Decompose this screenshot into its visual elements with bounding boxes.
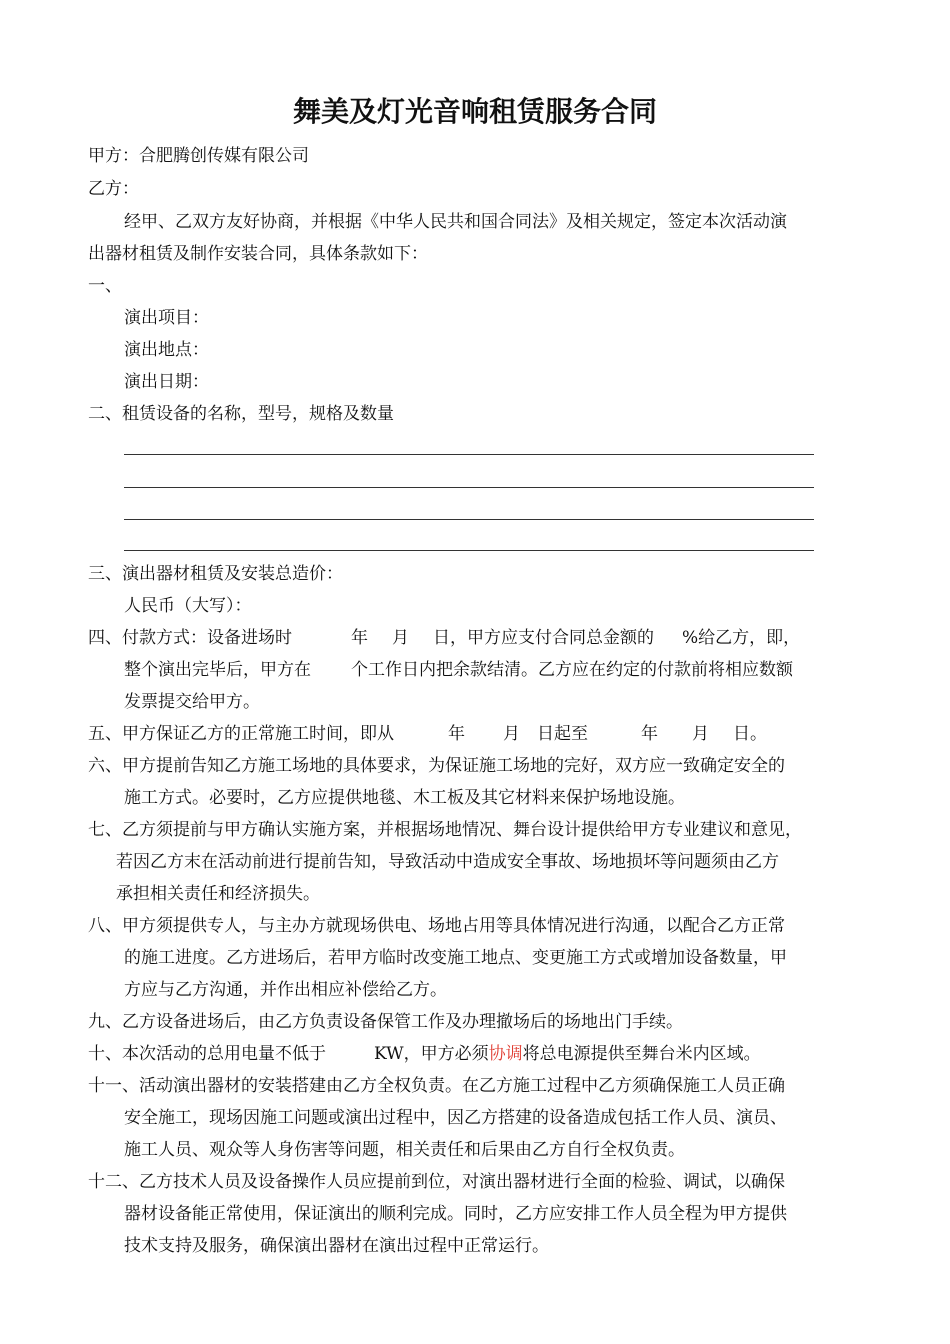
s5-label: 五、甲方保证乙方的正常施工时间，即从 xyxy=(88,724,394,744)
section-12-line-2: 器材设备能正常使用，保证演出的顺利完成。同时，乙方应安排工作人员全程为甲方提供 xyxy=(124,1204,787,1224)
section-7-line-2: 若因乙方末在活动前进行提前告知，导致活动中造成安全事故、场地损坏等问题须由乙方 xyxy=(116,852,779,872)
section-10 xyxy=(88,1044,761,1064)
s5-month-1: 月 xyxy=(503,724,520,744)
section-8-line-2: 的施工进度。乙方进场后，若甲方临时改变施工地点、变更施工方式或增加设备数量，甲 xyxy=(124,948,787,968)
s4-line2-b: 个工作日内把余款结清。乙方应在约定的付款前将相应数额 xyxy=(351,660,793,680)
section-11-line-1: 十一、活动演出器材的安装搭建由乙方全权负责。在乙方施工过程中乙方须确保施工人员正确 xyxy=(88,1076,785,1096)
s4-year: 年 xyxy=(351,628,368,648)
s5-year-1: 年 xyxy=(448,724,465,744)
s5-year-2: 年 xyxy=(641,724,658,744)
s4-month: 月 xyxy=(392,628,409,648)
blank-line xyxy=(124,519,814,520)
s4-payment-label: 四、付款方式：设备进场时 xyxy=(88,628,292,648)
s5-month-2: 月 xyxy=(692,724,709,744)
blank-line xyxy=(124,550,814,551)
section-7-line-3: 承担相关责任和经济损失。 xyxy=(116,884,320,904)
section-9: 九、乙方设备进场后，由乙方负责设备保管工作及办理撤场后的场地出门手续。 xyxy=(88,1012,683,1032)
document-title: 舞美及灯光音响租赁服务合同 xyxy=(292,95,657,128)
s5-day-1: 日起至 xyxy=(537,724,588,744)
s5-day-2: 日。 xyxy=(733,724,767,744)
s10-rest: 将总电源提供至舞台米内区域。 xyxy=(522,1044,761,1064)
performance-place: 演出地点： xyxy=(124,340,209,360)
s10-highlight: 协调 xyxy=(488,1044,523,1064)
intro-line-1: 经甲、乙双方友好协商，并根据《中华人民共和国合同法》及相关规定，签定本次活动演 xyxy=(124,212,787,232)
s4-day: 日，甲方应支付合同总金额的 xyxy=(433,628,654,648)
section-3: 三、演出器材租赁及安装总造价： xyxy=(88,564,343,584)
party-b: 乙方： xyxy=(88,179,139,199)
s10-label: 十、本次活动的总用电量不低于 xyxy=(88,1044,326,1064)
section-4-line-2 xyxy=(124,660,793,680)
performance-date: 演出日期： xyxy=(124,372,209,392)
section-12-line-1: 十二、乙方技术人员及设备操作人员应提前到位，对演出器材进行全面的检验、调试，以确保 xyxy=(88,1172,785,1192)
section-6-line-1: 六、甲方提前告知乙方施工场地的具体要求，为保证施工场地的完好，双方应一致确定安全的 xyxy=(88,756,785,776)
section-12-line-3: 技术支持及服务，确保演出器材在演出过程中正常运行。 xyxy=(124,1236,549,1256)
performance-project: 演出项目： xyxy=(124,308,209,328)
s4-percent: %给乙方，即， xyxy=(682,628,801,648)
section-4-line-1 xyxy=(88,628,800,648)
party-a: 甲方：合肥腾创传媒有限公司 xyxy=(88,146,309,166)
s4-line2-a: 整个演出完毕后，甲方在 xyxy=(124,660,311,680)
section-1-label: 一、 xyxy=(88,276,122,296)
intro-line-2: 出器材租赁及制作安装合同，具体条款如下： xyxy=(88,244,428,264)
section-2: 二、租赁设备的名称，型号，规格及数量 xyxy=(88,404,394,424)
section-8-line-1: 八、甲方须提供专人，与主办方就现场供电、场地占用等具体情况进行沟通，以配合乙方正常 xyxy=(88,916,785,936)
section-6-line-2: 施工方式。必要时，乙方应提供地毯、木工板及其它材料来保护场地设施。 xyxy=(124,788,685,808)
section-11-line-3: 施工人员、观众等人身伤害等问题，相关责任和后果由乙方自行全权负责。 xyxy=(124,1140,685,1160)
section-5 xyxy=(88,724,767,744)
rmb-amount: 人民币（大写）： xyxy=(124,596,252,616)
section-8-line-3: 方应与乙方沟通，并作出相应补偿给乙方。 xyxy=(124,980,447,1000)
blank-line xyxy=(124,454,814,455)
section-11-line-2: 安全施工，现场因施工问题或演出过程中，因乙方搭建的设备造成包括工作人员、演员、 xyxy=(124,1108,787,1128)
s10-kw: KW，甲方必须 xyxy=(374,1044,489,1064)
section-4-line-3: 发票提交给甲方。 xyxy=(124,692,260,712)
section-7-line-1: 七、乙方须提前与甲方确认实施方案，并根据场地情况、舞台设计提供给甲方专业建议和意见， xyxy=(88,820,802,840)
blank-line xyxy=(124,487,814,488)
